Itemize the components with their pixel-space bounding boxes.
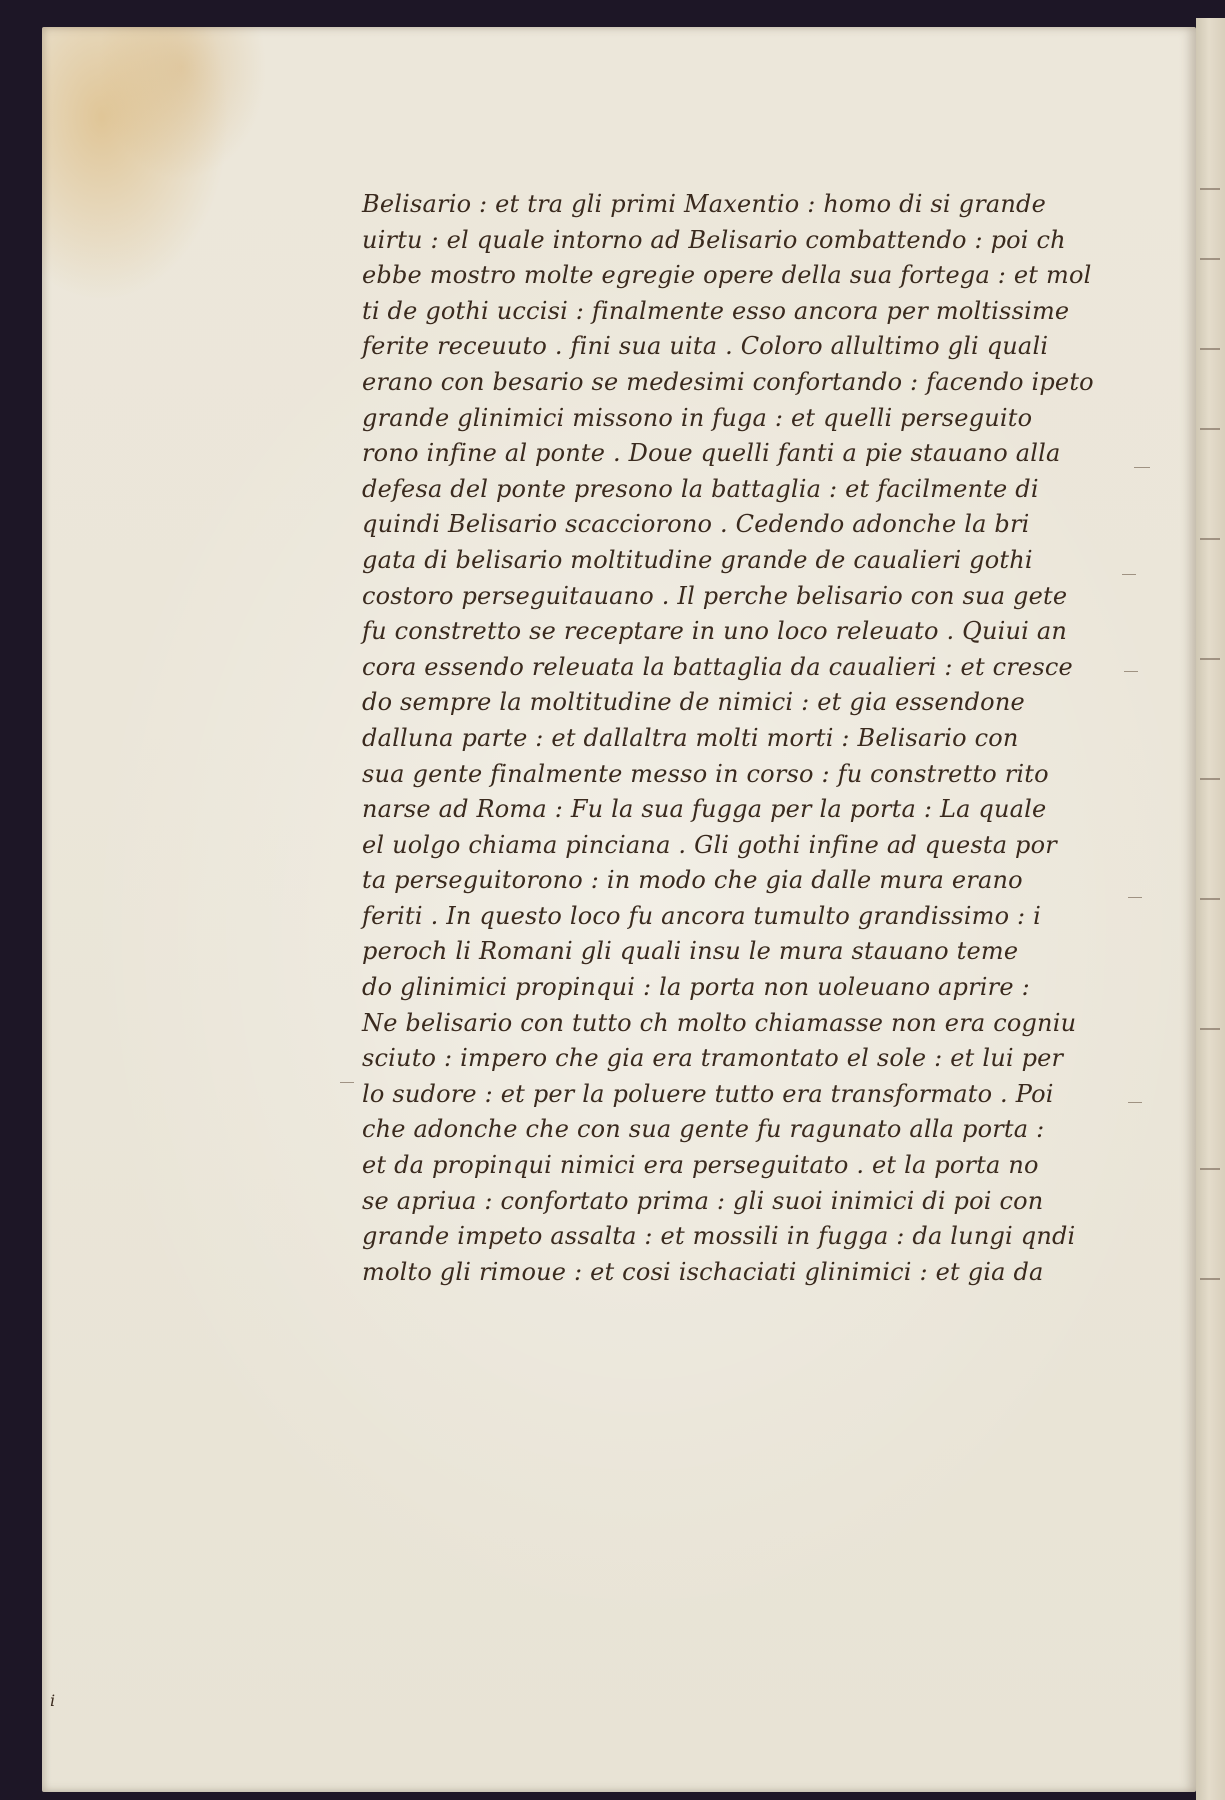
text-line: gata di belisario moltitudine grande de caualieri gothi <box>362 545 1033 574</box>
text-line: do sempre la moltitudine de nimici : et gia essendone <box>362 688 1025 717</box>
text-line: rono infine al ponte . Doue quelli fanti a pie stauano alla <box>362 439 1061 468</box>
text-line: ferite receuuto . fini sua uita . Coloro allultimo gli quali <box>362 332 1049 361</box>
margin-dash <box>1122 574 1136 575</box>
text-line: lo sudore : et per la poluere tutto era transformato . Poi <box>362 1079 1054 1108</box>
text-line: grande glinimici missono in fuga : et quelli perseguito <box>362 403 1033 432</box>
text-line: peroch li Romani gli quali insu le mura stauano teme <box>362 937 1019 966</box>
text-column <box>362 187 1162 1290</box>
text-line: uirtu : el quale intorno ad Belisario combattendo : poi ch <box>362 225 1066 254</box>
text-line: quindi Belisario scacciorono . Cedendo adonche la bri <box>362 510 1030 539</box>
text-line: el uolgo chiama pinciana . Gli gothi infine ad questa por <box>362 830 1057 859</box>
text-line: sciuto : impero che gia era tramontato el sole : et lui per <box>362 1044 1064 1073</box>
text-line: narse ad Roma : Fu la sua fugga per la porta : La quale <box>362 795 1047 824</box>
text-line: feriti . In questo loco fu ancora tumulto grandissimo : i <box>362 901 1042 930</box>
margin-dash <box>1124 671 1138 672</box>
text-line: defesa del ponte presono la battaglia : et facilmente di <box>362 474 1039 503</box>
folio-mark: i <box>50 1691 56 1710</box>
margin-dash <box>1128 897 1142 898</box>
text-line: erano con besario se medesimi confortando : facendo ipeto <box>362 367 1094 396</box>
text-line: ta perseguitorono : in modo che gia dalle mura erano <box>362 866 1023 895</box>
text-line: ti de gothi uccisi : finalmente esso ancora per moltissime <box>362 296 1070 325</box>
facing-page-edge <box>1196 18 1225 1800</box>
margin-dash <box>340 1082 354 1083</box>
text-line: dalluna parte : et dallaltra molti morti : Belisario con <box>362 723 1019 752</box>
text-line: grande impeto assalta : et mossili in fugga : da lungi qndi <box>362 1222 1076 1251</box>
margin-dash <box>1134 467 1150 468</box>
text-line: sua gente finalmente messo in corso : fu constretto rito <box>362 759 1049 788</box>
text-line: fu constretto se receptare in uno loco releuato . Quiui an <box>362 617 1068 646</box>
text-line: che adonche che con sua gente fu ragunato alla porta : <box>362 1115 1045 1144</box>
text-line: molto gli rimoue : et cosi ischaciati glinimici : et gia da <box>362 1257 1044 1286</box>
manuscript-page <box>42 27 1196 1792</box>
text-line: Ne belisario con tutto ch molto chiamasse non era cogniu <box>362 1008 1077 1037</box>
text-line: ebbe mostro molte egregie opere della sua fortega : et mol <box>362 261 1092 290</box>
margin-dash <box>1128 1102 1142 1103</box>
text-line: se apriua : confortato prima : gli suoi inimici di poi con <box>362 1186 1044 1215</box>
text-line: et da propinqui nimici era perseguitato . et la porta no <box>362 1151 1039 1180</box>
text-line: do glinimici propinqui : la porta non uoleuano aprire : <box>362 973 1030 1002</box>
text-line: costoro perseguitauano . Il perche belisario con sua gete <box>362 581 1068 610</box>
text-line: cora essendo releuata la battaglia da caualieri : et cresce <box>362 652 1073 681</box>
text-line: Belisario : et tra gli primi Maxentio : homo di si grande <box>362 190 1046 218</box>
